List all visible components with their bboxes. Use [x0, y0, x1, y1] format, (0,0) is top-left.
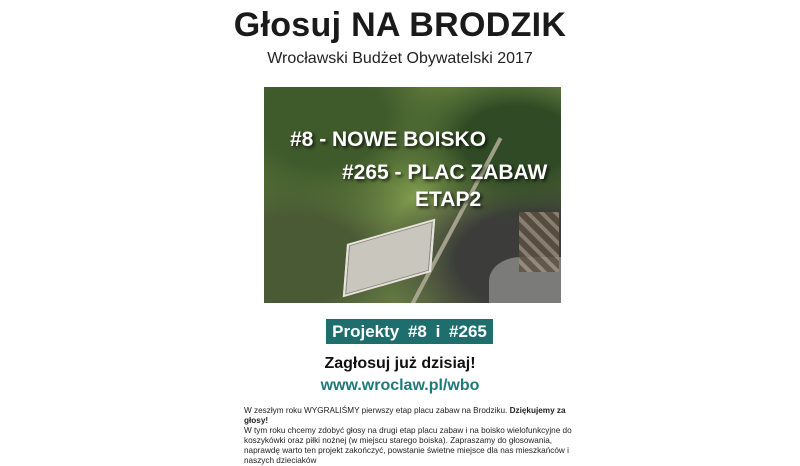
- vote-link[interactable]: www.wroclaw.pl/wbo: [320, 377, 480, 394]
- description-paragraph-2: W tym roku chcemy zdobyć głosy na drugi etap placu zabaw i na boisko wielofunkcyjne do koszykówki oraz piłki nożnej (w miejscu starego boiska). Zapraszamy do głosowania, naprawdę warto ten projekt zakończyć, powstanie świetne miejsce dla nas mieszkańców i naszych dzieciaków: [244, 426, 572, 465]
- description-paragraph-1: [244, 406, 584, 426]
- page-title: Głosuj NA BRODZIK: [233, 6, 567, 44]
- aerial-photo: [264, 87, 561, 303]
- projects-badge: Projekty #8 i #265: [326, 319, 493, 344]
- houses: [519, 212, 559, 272]
- photo-caption-line-1: #8 - NOWE BOISKO: [290, 128, 487, 151]
- description-text: [244, 406, 584, 466]
- call-to-action: Zagłosuj już dzisiaj!: [324, 355, 476, 372]
- photo-caption-line-3: ETAP2: [415, 188, 482, 211]
- page-subtitle: Wrocławski Budżet Obywatelski 2017: [267, 50, 533, 67]
- thanks-text: Dziękujemy za głosy!: [244, 406, 566, 425]
- description-intro: W zeszłym roku WYGRALIŚMY pierwszy etap placu zabaw na Brodziku.: [244, 406, 510, 415]
- photo-caption-line-2: #265 - PLAC ZABAW: [342, 161, 548, 184]
